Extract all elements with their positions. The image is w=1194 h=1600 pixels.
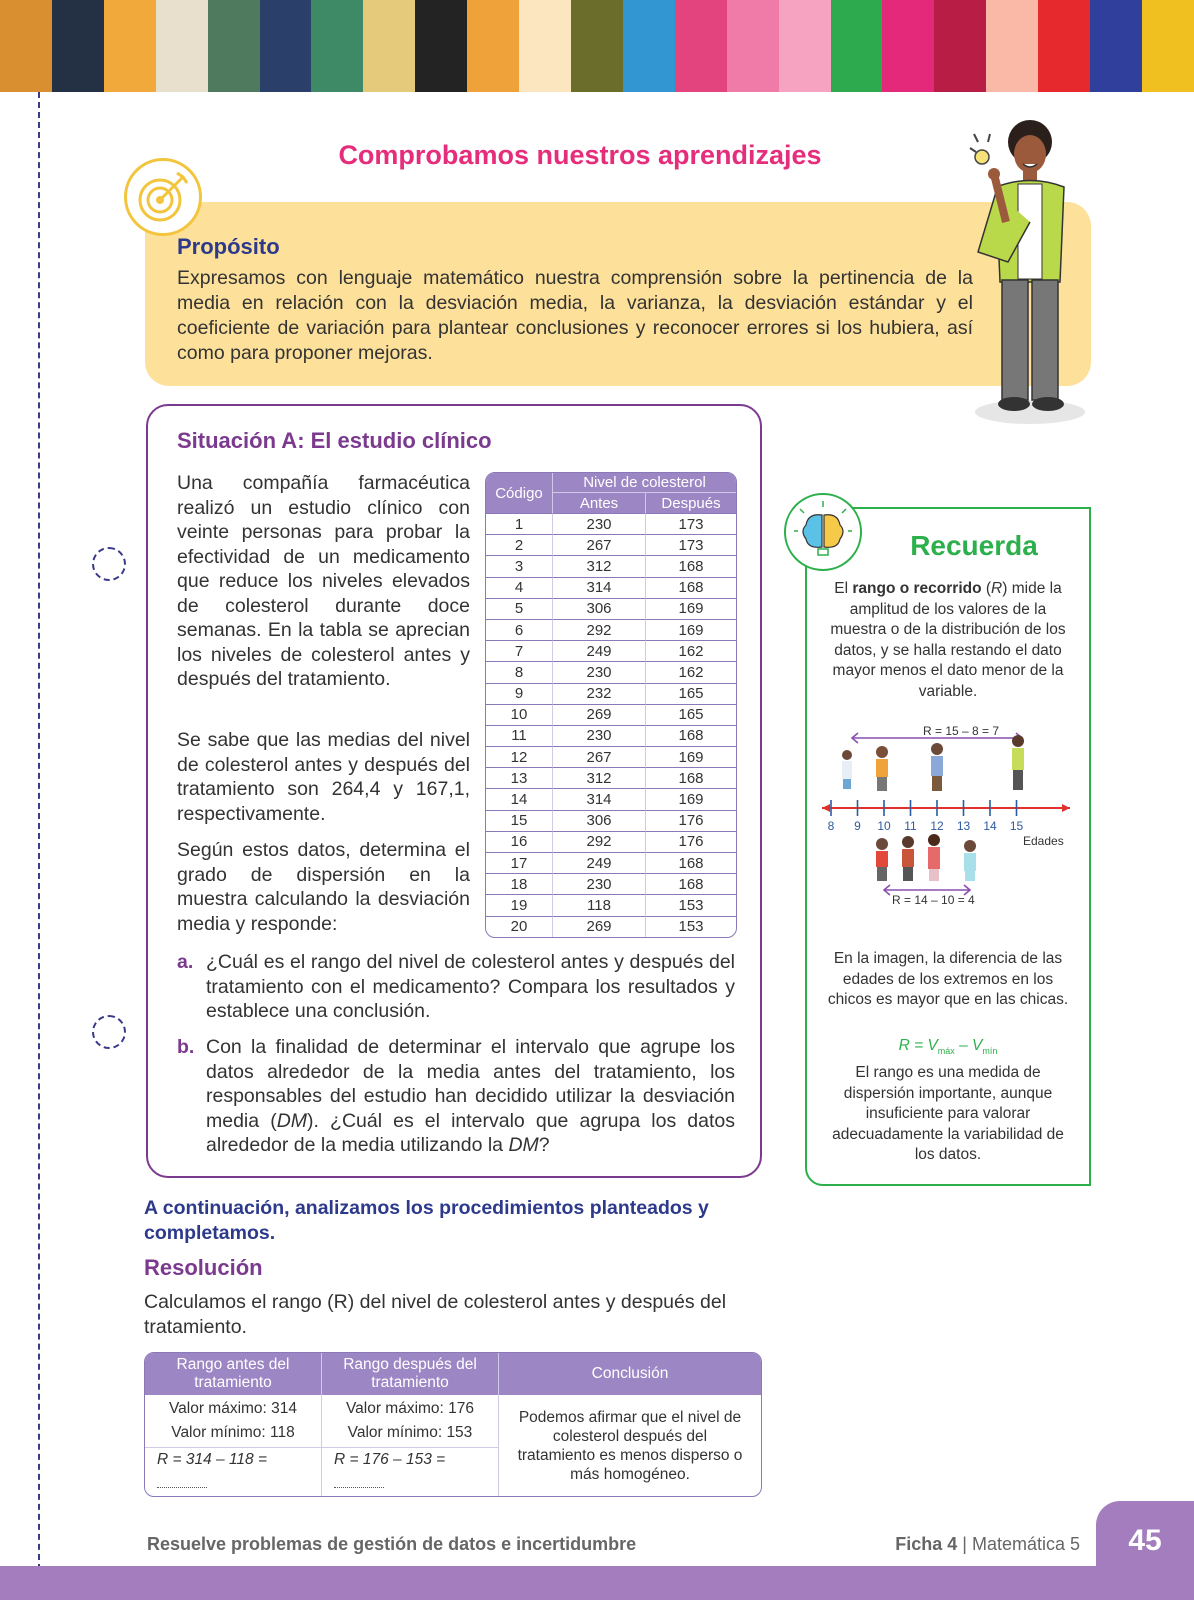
- table-cell: 9: [486, 683, 552, 704]
- table-cell: 249: [552, 852, 645, 873]
- table-cell: 292: [552, 831, 645, 852]
- axis-tick-label: 14: [983, 819, 997, 833]
- table-cell: 269: [552, 704, 645, 725]
- axis-tick-label: 8: [827, 819, 835, 833]
- banner-stripe: [779, 0, 831, 92]
- table-cell: 153: [645, 894, 736, 915]
- resolution-text: Calculamos el rango (R) del nivel de colesterol antes y después del tratamiento.: [144, 1291, 727, 1338]
- table-cell: 20: [486, 916, 552, 937]
- table-cell: 13: [486, 767, 552, 788]
- table-cell: 11: [486, 725, 552, 746]
- table-cell: 17: [486, 852, 552, 873]
- question-text: Con la finalidad de determinar el intervalo que agrupe los datos alrededor de la media antes del tratamiento, los responsables del estudio han decidido utilizar la desviación media (DM). ¿Cuál es el intervalo que agrupa los datos alrededor de la media utilizando la DM?: [206, 1036, 735, 1156]
- table-cell: 312: [552, 555, 645, 576]
- table-cell: 118: [552, 894, 645, 915]
- table-row: [486, 916, 736, 937]
- table-cell: 169: [645, 746, 736, 767]
- banner-stripe: [727, 0, 779, 92]
- table-cell: 230: [552, 513, 645, 534]
- question-b: [177, 1035, 735, 1158]
- table-cell: 10: [486, 704, 552, 725]
- decorative-banner: [0, 0, 1194, 92]
- situation-paragraph: Se sabe que las medias del nivel de colesterol antes y después del tratamiento son 264,4 y 167,1, respectivamente.: [177, 729, 470, 825]
- punch-hole-marker: [92, 547, 126, 581]
- table-cell: 176: [645, 831, 736, 852]
- table-row: [486, 577, 736, 598]
- recuerda-caption: En la imagen, la diferencia de las edades de los extremos en los chicos es mayor que en las chicas.: [827, 950, 1069, 1008]
- banner-stripe: [934, 0, 986, 92]
- table-header-before: Antes: [552, 492, 645, 513]
- table-cell: 314: [552, 577, 645, 598]
- banner-stripe: [986, 0, 1038, 92]
- range-header-before: Rango antes del tratamiento: [145, 1353, 321, 1395]
- table-row: [486, 534, 736, 555]
- question-a: [177, 950, 735, 1024]
- situation-title: Situación A: El estudio clínico: [177, 428, 492, 453]
- table-cell: 267: [552, 534, 645, 555]
- table-cell: 12: [486, 746, 552, 767]
- table-cell: 232: [552, 683, 645, 704]
- table-cell: 168: [645, 577, 736, 598]
- question-label: a.: [177, 951, 194, 973]
- table-cell: 162: [645, 640, 736, 661]
- table-row: [486, 661, 736, 682]
- banner-stripe: [208, 0, 260, 92]
- banner-stripe: [415, 0, 467, 92]
- table-header-code: Código: [486, 473, 552, 513]
- target-icon: [124, 158, 202, 236]
- table-cell: 267: [552, 746, 645, 767]
- answer-blank[interactable]: [157, 1473, 207, 1488]
- table-cell: 1: [486, 513, 552, 534]
- table-cell: 4: [486, 577, 552, 598]
- table-cell: 312: [552, 767, 645, 788]
- table-cell: 16: [486, 831, 552, 852]
- table-cell: 173: [645, 513, 736, 534]
- recuerda-title: Recuerda: [910, 530, 1038, 561]
- table-row: [486, 513, 736, 534]
- table-cell: 169: [645, 619, 736, 640]
- table-cell: 3: [486, 555, 552, 576]
- situation-paragraph: Según estos datos, determina el grado de dispersión en la muestra calculando la desviación media y responde:: [177, 839, 470, 935]
- table-row: [486, 619, 736, 640]
- axis-tick-label: 9: [854, 819, 861, 833]
- page-number: 45: [1128, 1524, 1162, 1557]
- page-title: Comprobamos nuestros aprendizajes: [338, 140, 822, 170]
- range-formula: $R = V_{máx} - V_{mín}$: [898, 1037, 998, 1057]
- table-cell: 18: [486, 873, 552, 894]
- table-cell: 153: [645, 916, 736, 937]
- resolution-title: Resolución: [144, 1255, 263, 1280]
- range-before-values: Valor máximo: 314 Valor mínimo: 118: [168, 1400, 298, 1441]
- banner-stripe: [882, 0, 934, 92]
- table-cell: 306: [552, 810, 645, 831]
- range-header-conclusion: Conclusión: [498, 1353, 761, 1395]
- table-cell: 5: [486, 598, 552, 619]
- table-row: [486, 683, 736, 704]
- table-row: [486, 598, 736, 619]
- table-row: [486, 852, 736, 873]
- footer-bar: [0, 1566, 1194, 1600]
- table-cell: 19: [486, 894, 552, 915]
- range-table: [144, 1352, 762, 1497]
- girl-figures: [876, 834, 976, 881]
- banner-stripe: [0, 0, 52, 92]
- banner-stripe: [571, 0, 623, 92]
- question-text: ¿Cuál es el rango del nivel de colesterol antes y después del tratamiento con el medicamento? Compara los resultados y establece una conclusión.: [206, 951, 735, 1022]
- table-cell: 168: [645, 725, 736, 746]
- table-row: [486, 788, 736, 809]
- range-before-calc: R = 314 – 118 =: [145, 1447, 321, 1496]
- footer-competency: Resuelve problemas de gestión de datos e incertidumbre: [147, 1534, 637, 1554]
- table-row: [486, 873, 736, 894]
- figure-bottom-label: R = 14 – 10 = 4: [892, 893, 975, 907]
- table-cell: 173: [645, 534, 736, 555]
- table-cell: 2: [486, 534, 552, 555]
- table-header-after: Después: [645, 492, 736, 513]
- table-cell: 6: [486, 619, 552, 640]
- table-cell: 165: [645, 704, 736, 725]
- range-conclusion: Podemos afirmar que el nivel de colesterol después del tratamiento es menos disperso o más homogéneo.: [498, 1395, 761, 1496]
- table-cell: 176: [645, 810, 736, 831]
- axis-tick-label: 11: [904, 819, 917, 833]
- cholesterol-table: [485, 472, 737, 938]
- banner-stripe: [1038, 0, 1090, 92]
- axis-tick-label: 15: [1009, 819, 1024, 833]
- figure-axis-label: Edades: [1023, 834, 1064, 848]
- table-cell: 8: [486, 661, 552, 682]
- table-row: [486, 767, 736, 788]
- axis-tick-label: 12: [930, 819, 944, 833]
- table-row: [486, 725, 736, 746]
- punch-hole-marker: [92, 1015, 126, 1049]
- student-illustration: [968, 112, 1092, 432]
- table-cell: 14: [486, 788, 552, 809]
- banner-stripe: [831, 0, 883, 92]
- banner-stripe: [467, 0, 519, 92]
- range-header-after: Rango después del tratamiento: [321, 1353, 498, 1395]
- table-row: [486, 746, 736, 767]
- figure-top-label: R = 15 – 8 = 7: [923, 724, 1000, 738]
- table-cell: 168: [645, 852, 736, 873]
- table-cell: 165: [645, 683, 736, 704]
- situation-paragraph: Una compañía farmacéutica realizó un estudio clínico con veinte personas para probar la efectividad de un medicamento que reduce los niveles elevados de colesterol durante doce semanas. En la tabla se aprecian los niveles de colesterol antes y después del tratamiento.: [177, 472, 470, 690]
- table-row: [486, 704, 736, 725]
- range-after-calc: R = 176 – 153 =: [321, 1447, 498, 1496]
- table-cell: 306: [552, 598, 645, 619]
- table-cell: 162: [645, 661, 736, 682]
- banner-stripe: [1090, 0, 1142, 92]
- table-cell: 249: [552, 640, 645, 661]
- banner-stripe: [52, 0, 104, 92]
- table-cell: 169: [645, 788, 736, 809]
- binding-margin-line: [38, 92, 40, 1600]
- table-header-level: Nivel de colesterol: [552, 473, 736, 492]
- purpose-text: Expresamos con lenguaje matemático nuestra comprensión sobre la pertinencia de la media en relación con la desviación media, la varianza, la desviación estándar y el coeficiente de variación para plantear conclusiones y reconocer errores si los hubiera, así como para proponer mejoras.: [177, 267, 973, 364]
- table-cell: 230: [552, 873, 645, 894]
- table-row: [486, 810, 736, 831]
- brain-lightbulb-icon: [784, 493, 862, 571]
- table-cell: 230: [552, 725, 645, 746]
- range-after-values: Valor máximo: 176 Valor mínimo: 153: [321, 1395, 498, 1447]
- recuerda-closing: El rango es una medida de dispersión importante, aunque insuficiente para valorar adecuadamente la variabilidad de los datos.: [832, 1064, 1064, 1163]
- table-cell: 168: [645, 873, 736, 894]
- table-cell: 169: [645, 598, 736, 619]
- banner-stripe: [623, 0, 675, 92]
- answer-blank[interactable]: [334, 1473, 384, 1488]
- table-row: [486, 555, 736, 576]
- table-cell: 15: [486, 810, 552, 831]
- table-cell: 292: [552, 619, 645, 640]
- banner-stripe: [311, 0, 363, 92]
- banner-stripe: [519, 0, 571, 92]
- banner-stripe: [363, 0, 415, 92]
- table-cell: 7: [486, 640, 552, 661]
- banner-stripe: [104, 0, 156, 92]
- axis-tick-label: 10: [877, 819, 891, 833]
- table-cell: 168: [645, 767, 736, 788]
- table-cell: 314: [552, 788, 645, 809]
- boy-figures: [842, 735, 1024, 791]
- banner-stripe: [156, 0, 208, 92]
- age-range-figure: [822, 720, 1082, 925]
- banner-stripe: [260, 0, 312, 92]
- banner-stripe: [1142, 0, 1194, 92]
- table-cell: 269: [552, 916, 645, 937]
- purpose-title: Propósito: [177, 234, 280, 259]
- table-cell: 168: [645, 555, 736, 576]
- table-row: [486, 894, 736, 915]
- table-cell: 230: [552, 661, 645, 682]
- analysis-instruction: A continuación, analizamos los procedimientos planteados y completamos.: [144, 1197, 709, 1244]
- table-row: [486, 831, 736, 852]
- axis-tick-label: 13: [956, 819, 971, 833]
- footer-ficha: Ficha 4 | Matemática 5: [895, 1534, 1080, 1554]
- recuerda-intro: El rango o recorrido (R) mide la amplitud de los valores de la muestra o de la distribución de los datos, y se halla restando el dato mayor menos el dato menor de la variable.: [830, 580, 1066, 700]
- banner-stripe: [675, 0, 727, 92]
- table-row: [486, 640, 736, 661]
- question-label: b.: [177, 1036, 195, 1058]
